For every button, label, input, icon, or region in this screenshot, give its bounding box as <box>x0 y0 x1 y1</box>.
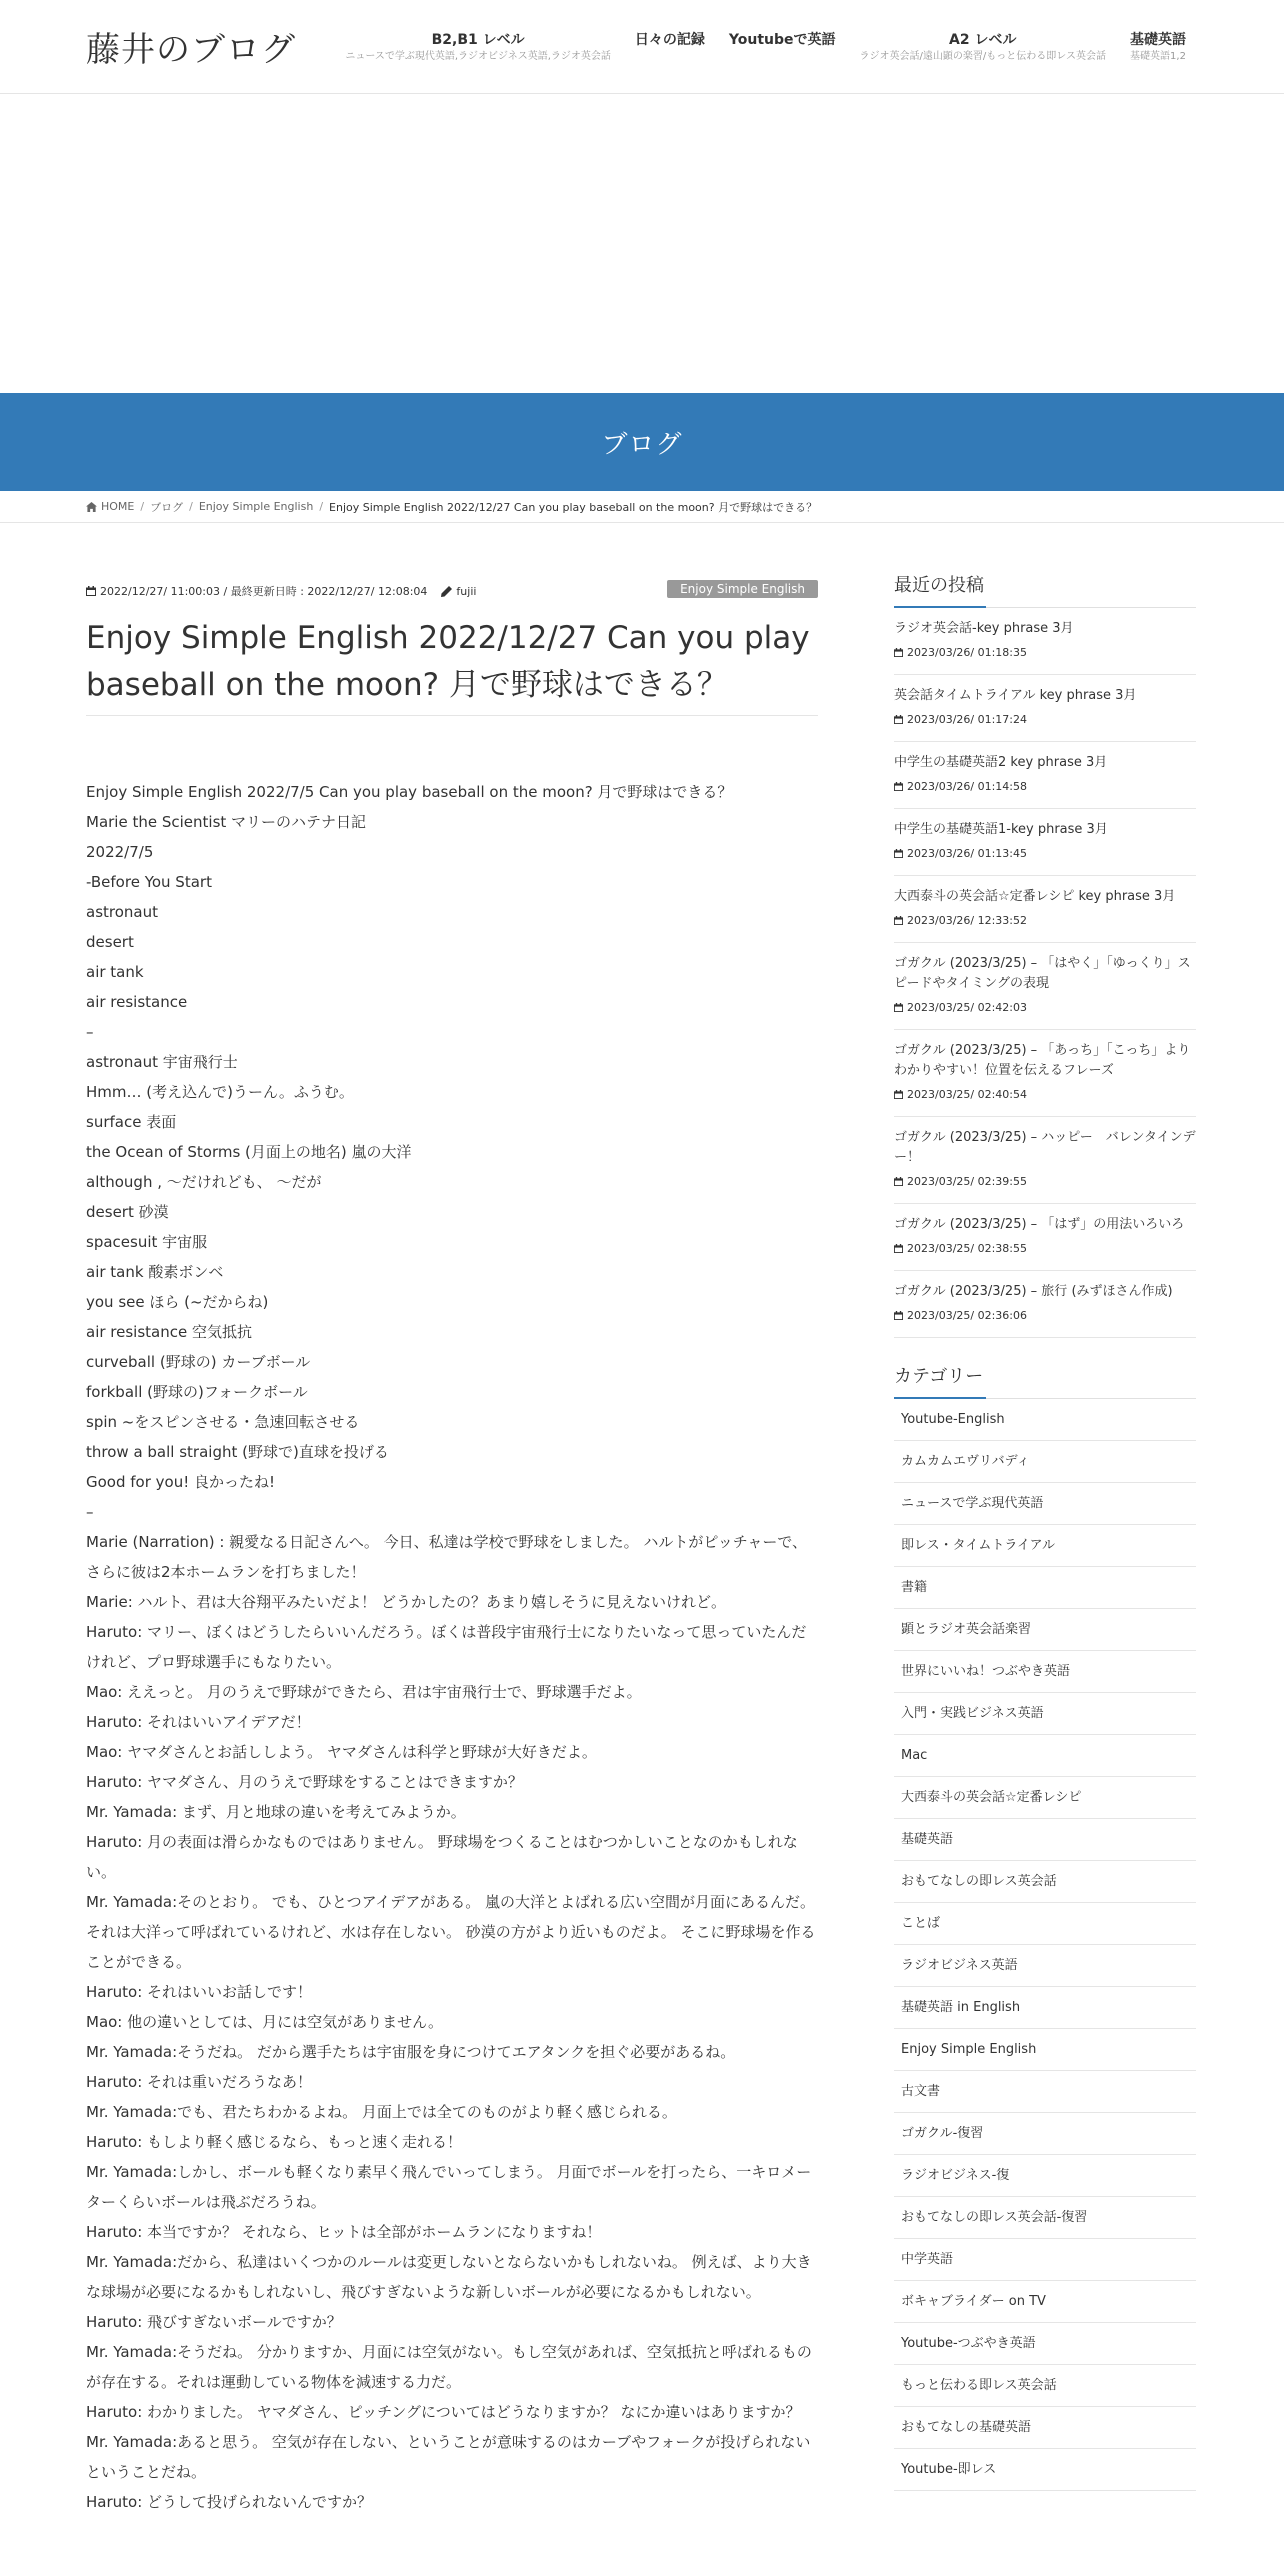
nav-item-b2b1[interactable] <box>345 30 611 64</box>
ad-space <box>0 95 1284 393</box>
body-paragraph: surface 表面 <box>86 1113 177 1131</box>
body-paragraph: spin ~をスピンさせる・急速回転させる <box>86 1413 360 1431</box>
calendar-icon <box>894 1090 903 1099</box>
calendar-icon <box>894 1003 903 1012</box>
category-link[interactable]: ラジオビジネス英語 <box>894 1945 1196 1987</box>
page-banner <box>0 393 1284 491</box>
body-paragraph: air tank 酸素ボンベ <box>86 1263 224 1281</box>
recent-post-date-row <box>894 845 1196 863</box>
calendar-icon <box>894 1244 903 1253</box>
body-paragraph: Mr. Yamada:だから、私達はいくつかのルールは変更しないとならないかもしれないね。 例えば、より大きな球場が必要になるかもしれないし、飛びすぎないような新しいボールが必要になるかもしれない。 <box>86 2253 812 2301</box>
breadcrumb-separator: / <box>140 500 145 513</box>
breadcrumb-category[interactable]: Enjoy Simple English <box>198 500 314 513</box>
recent-post-link[interactable]: 中学生の基礎英語2 key phrase 3月 <box>894 755 1108 770</box>
category-link[interactable]: Youtube-つぶやき英語 <box>894 2323 1196 2365</box>
category-link[interactable]: カムカムエヴリバディ <box>894 1441 1196 1483</box>
category-link[interactable]: もっと伝わる即レス英会話 <box>894 2365 1196 2407</box>
body-paragraph: Haruto: もしより軽く感じるなら、もっと速く走れる！ <box>86 2133 463 2151</box>
site-title[interactable]: 藤井のブログ <box>86 30 296 70</box>
body-paragraph: desert <box>86 933 134 951</box>
category-badge[interactable]: Enjoy Simple English <box>667 580 818 598</box>
body-paragraph: – <box>86 1503 94 1521</box>
category-link[interactable]: 入門・実践ビジネス英語 <box>894 1693 1196 1735</box>
recent-post-link[interactable]: 中学生の基礎英語1-key phrase 3月 <box>894 822 1108 837</box>
post-author[interactable]: fujii <box>456 584 477 598</box>
recent-post-date-row <box>894 1086 1196 1104</box>
body-paragraph: the Ocean of Storms (月面上の地名) 嵐の大洋 <box>86 1143 412 1161</box>
recent-post-date: 2023/03/26/ 01:14:58 <box>907 780 1028 793</box>
body-paragraph: although , ～だけれども、 ～だが <box>86 1173 322 1191</box>
recent-post-date-row <box>894 711 1196 729</box>
recent-post-date-row <box>894 912 1196 930</box>
body-paragraph: 2022/7/5 <box>86 843 154 861</box>
recent-post-date: 2023/03/25/ 02:42:03 <box>907 1001 1028 1014</box>
body-paragraph: Mao: 他の違いとしては、月には空気がありません。 <box>86 2013 444 2031</box>
category-link[interactable]: ニュースで学ぶ現代英語 <box>894 1483 1196 1525</box>
body-paragraph: Mr. Yamada:そうだね。 だから選手たちは宇宙服を身につけてエアタンクを担ぐ必要があるね。 <box>86 2043 736 2061</box>
body-paragraph: air resistance 空気抵抗 <box>86 1323 252 1341</box>
body-paragraph: Mr. Yamada:でも、君たちわかるよね。 月面上では全てのものがより軽く感じられる。 <box>86 2103 677 2121</box>
calendar-icon <box>894 916 903 925</box>
recent-post-date: 2023/03/25/ 02:36:06 <box>907 1309 1028 1322</box>
body-paragraph: Haruto: それはいいアイデアだ！ <box>86 1713 311 1731</box>
breadcrumb-home[interactable]: HOME <box>101 500 135 513</box>
category-link[interactable]: 顕とラジオ英会話楽習 <box>894 1609 1196 1651</box>
recent-post-item <box>894 675 1196 742</box>
recent-post-date: 2023/03/25/ 02:40:54 <box>907 1088 1028 1101</box>
nav-item-sub: 基礎英語1,2 <box>1130 51 1186 62</box>
recent-posts-title: 最近の投稿 <box>894 573 1196 608</box>
recent-post-date: 2023/03/26/ 01:17:24 <box>907 713 1028 726</box>
calendar-icon <box>894 1177 903 1186</box>
pencil-icon <box>441 586 452 597</box>
category-link[interactable]: 基礎英語 in English <box>894 1987 1196 2029</box>
recent-post-link[interactable]: ゴガクル (2023/3/25) – 「あっち」「こっち」よりわかりやすい！位置を伝えるフレーズ <box>894 1043 1191 1078</box>
nav-item-label: A2 レベル <box>949 32 1017 48</box>
body-paragraph: Good for you! 良かったね! <box>86 1473 276 1491</box>
body-paragraph: you see ほら (~だからね) <box>86 1293 269 1311</box>
breadcrumb-blog[interactable]: ブログ <box>150 500 184 514</box>
nav-item-sub: ラジオ英会話/遠山顕の楽習/もっと伝わる即レス英会話 <box>859 51 1106 62</box>
category-link[interactable]: Enjoy Simple English <box>894 2029 1196 2071</box>
breadcrumb-separator: / <box>189 500 193 513</box>
site-header <box>0 0 1284 94</box>
body-paragraph: curveball (野球の) カーブボール <box>86 1353 311 1371</box>
nav-item-sub: ニュースで学ぶ現代英語,ラジオビジネス英語,ラジオ英会話 <box>345 51 611 62</box>
post-title: Enjoy Simple English 2022/12/27 Can you play baseball on the moon? 月で野球はできる？ <box>86 615 818 716</box>
home-icon <box>86 502 97 512</box>
recent-post-item <box>894 1117 1196 1204</box>
body-paragraph: forkball (野球の)フォークボール <box>86 1383 308 1401</box>
category-link[interactable]: おもてなしの即レス英会話 <box>894 1861 1196 1903</box>
recent-post-item <box>894 608 1196 675</box>
category-link[interactable]: 書籍 <box>894 1567 1196 1609</box>
body-paragraph: desert 砂漠 <box>86 1203 169 1221</box>
nav-item-daily[interactable] <box>635 30 705 50</box>
body-paragraph: Hmm… (考え込んで)うーん。ふうむ。 <box>86 1083 354 1101</box>
body-paragraph: Haruto: わかりました。 ヤマダさん、ピッチングについてはどうなりますか？ なにか違いはありますか？ <box>86 2403 801 2421</box>
recent-post-item <box>894 742 1196 809</box>
body-paragraph: throw a ball straight (野球で)直球を投げる <box>86 1443 389 1461</box>
nav-item-label: Youtubeで英語 <box>728 32 836 48</box>
body-paragraph: spacesuit 宇宙服 <box>86 1233 208 1251</box>
body-paragraph: Marie the Scientist マリーのハテナ日記 <box>86 813 367 831</box>
body-paragraph: air tank <box>86 963 144 981</box>
body-paragraph: Enjoy Simple English 2022/7/5 Can you play baseball on the moon? 月で野球はできる？ <box>86 783 733 801</box>
categories-list <box>894 1399 1196 2491</box>
category-link[interactable]: おもてなしの即レス英会話-復習 <box>894 2197 1196 2239</box>
main-nav <box>321 30 1186 64</box>
category-link[interactable]: ことば <box>894 1903 1196 1945</box>
recent-post-date: 2023/03/25/ 02:38:55 <box>907 1242 1028 1255</box>
calendar-icon <box>894 782 903 791</box>
body-paragraph: – <box>86 1023 94 1041</box>
category-link[interactable]: Mac <box>894 1735 1196 1777</box>
body-paragraph: Haruto: マリー、ぼくはどうしたらいいんだろう。ぼくは普段宇宙飛行士になりたいなって思っていたんだけれど、プロ野球選手にもなりたい。 <box>86 1623 807 1671</box>
category-link[interactable]: ラジオビジネス-復 <box>894 2155 1196 2197</box>
body-paragraph: Mr. Yamada:しかし、ボールも軽くなり素早く飛んでいってしまう。 月面でボールを打ったら、一キロメーターくらいボールは飛ぶだろうね。 <box>86 2163 812 2211</box>
body-paragraph: astronaut <box>86 903 158 921</box>
category-link[interactable]: 古文書 <box>894 2071 1196 2113</box>
recent-post-item <box>894 943 1196 1030</box>
calendar-icon <box>894 1311 903 1320</box>
body-paragraph: Mr. Yamada:そうだね。 分かりますか、月面には空気がない。もし空気があれば、空気抵抗と呼ばれるものが存在する。それは運動している物体を減速する力だ。 <box>86 2343 812 2391</box>
recent-post-date: 2023/03/26/ 01:13:45 <box>907 847 1028 860</box>
recent-post-date-row <box>894 644 1196 662</box>
calendar-icon <box>894 715 903 724</box>
category-link[interactable]: 基礎英語 <box>894 1819 1196 1861</box>
recent-post-date: 2023/03/26/ 12:33:52 <box>907 914 1028 927</box>
category-link[interactable]: おもてなしの基礎英語 <box>894 2407 1196 2449</box>
recent-post-date-row <box>894 1240 1196 1258</box>
calendar-icon <box>894 648 903 657</box>
category-link[interactable]: 即レス・タイムトライアル <box>894 1525 1196 1567</box>
body-paragraph: Haruto: どうして投げられないんですか？ <box>86 2493 373 2511</box>
body-paragraph: Marie (Narration) : 親愛なる日記さんへ。 今日、私達は学校で野球をしました。 ハルトがピッチャーで、さらに彼は2本ホームランを打ちました！ <box>86 1533 808 1581</box>
category-link[interactable]: ゴガクル-復習 <box>894 2113 1196 2155</box>
recent-post-item <box>894 1030 1196 1117</box>
recent-post-date-row <box>894 778 1196 796</box>
recent-post-link[interactable]: 大西泰斗の英会話☆定番レシピ key phrase 3月 <box>894 889 1176 904</box>
category-link[interactable]: 大西泰斗の英会話☆定番レシピ <box>894 1777 1196 1819</box>
breadcrumb-current: Enjoy Simple English 2022/12/27 Can you play baseball on the moon? 月で野球はできる？ <box>329 500 818 514</box>
calendar-icon <box>894 849 903 858</box>
recent-post-item <box>894 1271 1196 1338</box>
category-link[interactable]: Youtube-即レス <box>894 2449 1196 2491</box>
recent-post-item <box>894 876 1196 943</box>
body-paragraph: Mao: ええっと。 月のうえで野球ができたら、君は宇宙飛行士で、野球選手だよ。 <box>86 1683 642 1701</box>
body-paragraph: Marie: ハルト、君は大谷翔平みたいだよ！ どうかしたの？あまり嬉しそうに見えないけれど。 <box>86 1593 726 1611</box>
recent-post-link[interactable]: ゴガクル (2023/3/25) – 「はず」の用法いろいろ <box>894 1217 1185 1232</box>
recent-post-date-row <box>894 1173 1196 1191</box>
recent-post-item <box>894 809 1196 876</box>
nav-item-basic[interactable] <box>1130 30 1186 64</box>
categories-title: カテゴリー <box>894 1364 1196 1399</box>
recent-post-date-row <box>894 999 1196 1017</box>
body-paragraph: Haruto: ヤマダさん、月のうえで野球をすることはできますか？ <box>86 1773 523 1791</box>
body-paragraph: Mao: ヤマダさんとお話ししよう。 ヤマダさんは科学と野球が大好きだよ。 <box>86 1743 597 1761</box>
nav-item-youtube[interactable] <box>729 30 836 50</box>
body-paragraph: Mr. Yamada:あると思う。 空気が存在しない、ということが意味するのはカーブやフォークが投げられないということだね。 <box>86 2433 811 2481</box>
calendar-icon <box>86 586 96 596</box>
recent-posts-list <box>894 608 1196 1338</box>
body-paragraph: astronaut 宇宙飛行士 <box>86 1053 238 1071</box>
body-paragraph: Haruto: 飛びすぎないボールですか？ <box>86 2313 342 2331</box>
body-paragraph: Haruto: それは重いだろうなあ！ <box>86 2073 313 2091</box>
nav-item-label: B2,B1 レベル <box>431 32 525 48</box>
nav-item-label: 日々の記録 <box>634 32 705 48</box>
recent-post-date-row <box>894 1307 1196 1325</box>
recent-post-link[interactable]: ゴガクル (2023/3/25) – ハッピー バレンタインデー！ <box>894 1130 1196 1165</box>
body-paragraph: -Before You Start <box>86 873 212 891</box>
body-paragraph: Haruto: 本当ですか？ それなら、ヒットは全部がホームランになりますね！ <box>86 2223 602 2241</box>
recent-post-date: 2023/03/25/ 02:39:55 <box>907 1175 1028 1188</box>
body-paragraph: Mr. Yamada:そのとおり。 でも、ひとつアイデアがある。 嵐の大洋とよばれる広い空間が月面にあるんだ。それは大洋って呼ばれているけれど、水は存在しない。 砂漠の方がより近いものだよ。 そこに野球場を作ることができる。 <box>86 1893 816 1971</box>
post-body <box>86 777 818 2517</box>
recent-post-link[interactable]: ラジオ英会話-key phrase 3月 <box>894 621 1074 636</box>
category-link[interactable]: ボキャブライダー on TV <box>894 2281 1196 2323</box>
recent-post-link[interactable]: 英会話タイムトライアル key phrase 3月 <box>894 688 1137 703</box>
body-paragraph: Mr. Yamada: まず、月と地球の違いを考えてみようか。 <box>86 1803 466 1821</box>
recent-post-link[interactable]: ゴガクル (2023/3/25) – 旅行 (みずほさん作成) <box>894 1284 1173 1299</box>
breadcrumb-separator: / <box>319 500 324 513</box>
breadcrumb <box>0 491 1284 523</box>
nav-item-label: 基礎英語 <box>1130 32 1186 48</box>
category-link[interactable]: Youtube-English <box>894 1399 1196 1441</box>
body-paragraph: Haruto: それはいいお話しです！ <box>86 1983 313 2001</box>
body-paragraph: Haruto: 月の表面は滑らかなものではありません。 野球場をつくることはむつかしいことなのかもしれない。 <box>86 1833 798 1881</box>
category-link[interactable]: 中学英語 <box>894 2239 1196 2281</box>
recent-post-date: 2023/03/26/ 01:18:35 <box>907 646 1028 659</box>
page-title: ブログ <box>601 429 683 460</box>
recent-post-link[interactable]: ゴガクル (2023/3/25) – 「はやく」「ゆっくり」スピードやタイミングの表現 <box>894 956 1191 991</box>
category-link[interactable]: 世界にいいね！つぶやき英語 <box>894 1651 1196 1693</box>
recent-post-item <box>894 1204 1196 1271</box>
post-date: 2022/12/27/ 11:00:03 / 最終更新日時 : 2022/12/27/ 12:08:04 <box>100 585 428 598</box>
sidebar <box>894 523 1196 2491</box>
body-paragraph: air resistance <box>86 993 188 1011</box>
nav-item-a2[interactable] <box>860 30 1106 64</box>
